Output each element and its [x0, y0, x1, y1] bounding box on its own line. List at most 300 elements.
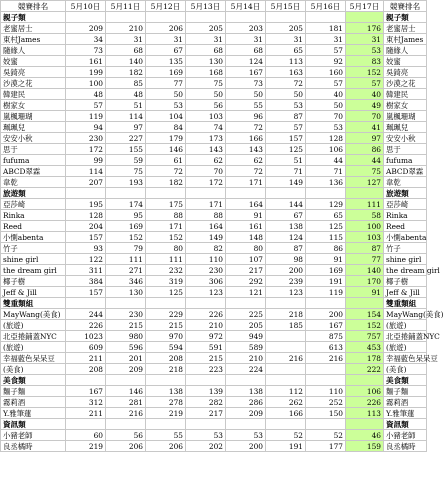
- rank-cell: 62: [226, 155, 266, 166]
- rank-cell: 51: [266, 155, 306, 166]
- rank-cell: 106: [306, 144, 346, 155]
- participant-name: 竹子: [1, 243, 66, 254]
- rank-cell: 210: [226, 353, 266, 364]
- rank-cell: 61: [146, 155, 186, 166]
- participant-name-right: 幸福藍色呆呆豆: [384, 353, 427, 364]
- rank-cell: 55: [226, 100, 266, 111]
- table-row: [1, 331, 427, 342]
- category-title-right: 資訊類: [384, 419, 427, 430]
- rank-cell: 206: [146, 23, 186, 34]
- rank-cell: 157: [66, 287, 106, 298]
- rank-cell: 166: [226, 133, 266, 144]
- header-row: [1, 1, 427, 12]
- participant-name-right: 珮珮兒: [384, 122, 427, 133]
- rank-cell: 211: [66, 408, 106, 419]
- header-left-title: 競賽排名: [1, 1, 66, 12]
- rank-cell: 216: [306, 353, 346, 364]
- latest-rank-cell: 453: [346, 342, 384, 353]
- rank-cell: 123: [266, 287, 306, 298]
- rank-cell: 210: [106, 23, 146, 34]
- empty-cell: [226, 188, 266, 199]
- rank-cell: 130: [106, 287, 146, 298]
- rank-cell: 60: [66, 430, 106, 441]
- rank-cell: 73: [66, 45, 106, 56]
- category-header-row: [1, 419, 427, 430]
- table-row: [1, 232, 427, 243]
- rank-cell: 1023: [66, 331, 106, 342]
- rank-cell: 167: [306, 320, 346, 331]
- rank-cell: 53: [226, 430, 266, 441]
- rank-cell: 88: [186, 210, 226, 221]
- category-title: 旅遊類: [1, 188, 66, 199]
- rank-cell: 128: [66, 210, 106, 221]
- participant-name: (旅遊): [1, 320, 66, 331]
- rank-cell: 80: [146, 243, 186, 254]
- participant-name: 霧莉酒: [1, 397, 66, 408]
- latest-rank-cell: 83: [346, 56, 384, 67]
- latest-rank-cell: 154: [346, 309, 384, 320]
- rank-cell: 169: [306, 265, 346, 276]
- participant-name-right: 吳錡亮: [384, 67, 427, 78]
- rank-cell: 230: [66, 133, 106, 144]
- empty-cell: [186, 188, 226, 199]
- rank-cell: 75: [186, 78, 226, 89]
- empty-cell: [346, 12, 384, 23]
- rank-cell: 95: [106, 210, 146, 221]
- rank-cell: 205: [266, 23, 306, 34]
- date-header: 5月10日: [66, 1, 106, 12]
- latest-rank-cell: 176: [346, 23, 384, 34]
- empty-cell: [106, 419, 146, 430]
- rank-cell: 262: [266, 397, 306, 408]
- rank-cell: 59: [106, 155, 146, 166]
- rank-cell: 68: [106, 45, 146, 56]
- participant-name-right: 老蜜居士: [384, 23, 427, 34]
- category-title: 美食類: [1, 375, 66, 386]
- rank-cell: 67: [266, 210, 306, 221]
- rank-cell: 53: [186, 430, 226, 441]
- table-row: [1, 89, 427, 100]
- table-row: [1, 221, 427, 232]
- rank-cell: 168: [186, 67, 226, 78]
- table-row: [1, 386, 427, 397]
- table-row: [1, 34, 427, 45]
- participant-name-right: 小豬老師: [384, 430, 427, 441]
- latest-rank-cell: 46: [346, 430, 384, 441]
- rank-cell: 215: [146, 320, 186, 331]
- rank-cell: 200: [266, 265, 306, 276]
- category-title-right: 美食類: [384, 375, 427, 386]
- rank-cell: 384: [66, 276, 106, 287]
- empty-cell: [306, 419, 346, 430]
- participant-name: 韓建民: [1, 89, 66, 100]
- participant-name: 良丞橘時: [1, 441, 66, 452]
- rank-cell: 53: [146, 100, 186, 111]
- participant-name: 沙漠之花: [1, 78, 66, 89]
- participant-name: Rinka: [1, 210, 66, 221]
- rank-cell: 173: [186, 133, 226, 144]
- rank-cell: 164: [226, 199, 266, 210]
- participant-name-right: 良丞橘時: [384, 441, 427, 452]
- participant-name-right: ABCD翠霖: [384, 166, 427, 177]
- rank-cell: 175: [146, 199, 186, 210]
- participant-name-right: Y.雅筆蓮: [384, 408, 427, 419]
- rank-cell: 97: [106, 122, 146, 133]
- rank-cell: 200: [306, 309, 346, 320]
- rank-cell: 219: [66, 441, 106, 452]
- rank-cell: 281: [106, 397, 146, 408]
- rank-cell: 123: [186, 287, 226, 298]
- empty-cell: [346, 298, 384, 309]
- rank-cell: 124: [226, 56, 266, 67]
- rank-cell: 191: [266, 441, 306, 452]
- rank-cell: 167: [66, 386, 106, 397]
- table-row: [1, 199, 427, 210]
- table-row: [1, 133, 427, 144]
- participant-name-right: Rinka: [384, 210, 427, 221]
- participant-name: 樹家女: [1, 100, 66, 111]
- empty-cell: [346, 419, 384, 430]
- latest-rank-cell: 178: [346, 353, 384, 364]
- rank-cell: 68: [186, 45, 226, 56]
- rank-cell: 143: [226, 144, 266, 155]
- rank-cell: 972: [186, 331, 226, 342]
- participant-name-right: 思于: [384, 144, 427, 155]
- rank-cell: 74: [186, 122, 226, 133]
- rank-cell: 589: [226, 342, 266, 353]
- table-row: [1, 45, 427, 56]
- rank-cell: 209: [66, 23, 106, 34]
- rank-cell: 167: [226, 67, 266, 78]
- rank-cell: 208: [146, 353, 186, 364]
- rank-cell: 50: [306, 100, 346, 111]
- rank-cell: 211: [66, 353, 106, 364]
- rank-cell: 271: [106, 265, 146, 276]
- empty-cell: [66, 298, 106, 309]
- latest-rank-cell: 57: [346, 78, 384, 89]
- table-row: [1, 23, 427, 34]
- rank-cell: 31: [306, 34, 346, 45]
- rank-cell: 199: [66, 67, 106, 78]
- rank-cell: 227: [106, 133, 146, 144]
- empty-cell: [106, 375, 146, 386]
- rank-cell: 31: [106, 34, 146, 45]
- rank-cell: 111: [146, 254, 186, 265]
- category-header-row: [1, 298, 427, 309]
- rank-cell: 73: [226, 78, 266, 89]
- table-row: [1, 100, 427, 111]
- latest-rank-cell: 31: [346, 34, 384, 45]
- rank-cell: 164: [186, 221, 226, 232]
- participant-name: Reed: [1, 221, 66, 232]
- participant-name: 老蜜居士: [1, 23, 66, 34]
- participant-name-right: (旅遊): [384, 342, 427, 353]
- latest-rank-cell: 58: [346, 210, 384, 221]
- empty-cell: [146, 188, 186, 199]
- rank-cell: 596: [106, 342, 146, 353]
- latest-rank-cell: 100: [346, 221, 384, 232]
- empty-cell: [226, 375, 266, 386]
- empty-cell: [266, 375, 306, 386]
- category-title-right: 雙重類組: [384, 298, 427, 309]
- participant-name-right: Reed: [384, 221, 427, 232]
- rank-cell: 217: [186, 408, 226, 419]
- rank-cell: 72: [226, 166, 266, 177]
- rank-cell: 171: [226, 177, 266, 188]
- rank-cell: 128: [306, 133, 346, 144]
- rank-cell: 182: [106, 67, 146, 78]
- rank-cell: 179: [146, 133, 186, 144]
- rank-cell: 94: [66, 122, 106, 133]
- header-right-title: 競賽排名: [384, 1, 427, 12]
- participant-name-right: 安安小秋: [384, 133, 427, 144]
- date-header: 5月17日: [346, 1, 384, 12]
- rank-cell: 138: [266, 221, 306, 232]
- category-header-row: [1, 375, 427, 386]
- category-header-row: [1, 12, 427, 23]
- latest-rank-cell: 44: [346, 155, 384, 166]
- participant-name: 椰子樹: [1, 276, 66, 287]
- rank-cell: 191: [306, 276, 346, 287]
- rank-cell: 209: [106, 364, 146, 375]
- rank-cell: 119: [66, 111, 106, 122]
- rank-cell: 155: [106, 144, 146, 155]
- rank-cell: 79: [106, 243, 146, 254]
- table-row: [1, 287, 427, 298]
- category-title: 資訊類: [1, 419, 66, 430]
- empty-cell: [266, 298, 306, 309]
- rank-cell: 52: [266, 430, 306, 441]
- rank-cell: 218: [146, 364, 186, 375]
- rank-cell: 346: [106, 276, 146, 287]
- latest-rank-cell: 140: [346, 265, 384, 276]
- rank-cell: 34: [66, 34, 106, 45]
- rank-cell: 195: [66, 199, 106, 210]
- rank-cell: 218: [266, 309, 306, 320]
- rank-cell: 56: [106, 430, 146, 441]
- table-row: [1, 397, 427, 408]
- date-header: 5月16日: [306, 1, 346, 12]
- rank-cell: 125: [266, 144, 306, 155]
- empty-cell: [186, 12, 226, 23]
- rank-cell: 594: [146, 342, 186, 353]
- rank-cell: 31: [146, 34, 186, 45]
- participant-name: 幸福藍色呆呆豆: [1, 353, 66, 364]
- rank-cell: 219: [146, 408, 186, 419]
- rank-cell: 148: [226, 232, 266, 243]
- participant-name: 吳錡亮: [1, 67, 66, 78]
- rank-cell: 62: [186, 155, 226, 166]
- rank-cell: 223: [186, 364, 226, 375]
- table-row: [1, 353, 427, 364]
- rank-cell: 161: [66, 56, 106, 67]
- rank-cell: 232: [146, 265, 186, 276]
- rank-cell: 146: [106, 386, 146, 397]
- table-row: [1, 144, 427, 155]
- empty-cell: [306, 12, 346, 23]
- rank-cell: 88: [146, 210, 186, 221]
- rank-cell: 163: [266, 67, 306, 78]
- rank-cell: 114: [106, 111, 146, 122]
- participant-name: 思于: [1, 144, 66, 155]
- participant-name-right: 韋乾: [384, 177, 427, 188]
- rank-cell: 110: [306, 386, 346, 397]
- rank-cell: 56: [186, 100, 226, 111]
- rank-cell: 149: [186, 232, 226, 243]
- rank-cell: 306: [186, 276, 226, 287]
- empty-cell: [146, 375, 186, 386]
- participant-name-right: 亞莎崎: [384, 199, 427, 210]
- latest-rank-cell: 70: [346, 111, 384, 122]
- participant-name-right: 北亞捲鋪蓋NYC: [384, 331, 427, 342]
- rank-cell: 169: [106, 221, 146, 232]
- rank-cell: 150: [306, 408, 346, 419]
- participant-name-right: 東村James: [384, 34, 427, 45]
- rank-cell: 100: [66, 78, 106, 89]
- latest-rank-cell: 170: [346, 276, 384, 287]
- rank-cell: 609: [66, 342, 106, 353]
- table-row: [1, 265, 427, 276]
- rank-cell: 591: [186, 342, 226, 353]
- rank-cell: 53: [306, 122, 346, 133]
- rank-cell: [306, 364, 346, 375]
- empty-cell: [66, 12, 106, 23]
- rank-cell: 970: [146, 331, 186, 342]
- rank-cell: 122: [66, 254, 106, 265]
- participant-name-right: Jeff & Jill: [384, 287, 427, 298]
- rank-cell: 50: [146, 89, 186, 100]
- rank-cell: 166: [266, 408, 306, 419]
- category-title-right: 親子類: [384, 12, 427, 23]
- rank-cell: 52: [306, 430, 346, 441]
- participant-name: 安安小秋: [1, 133, 66, 144]
- rank-cell: 177: [306, 441, 346, 452]
- participant-name-right: 隨緣人: [384, 45, 427, 56]
- participant-name-right: 嵐楓珊瑚: [384, 111, 427, 122]
- rank-cell: 57: [306, 45, 346, 56]
- table-row: [1, 56, 427, 67]
- rank-cell: 55: [146, 430, 186, 441]
- rank-cell: 278: [146, 397, 186, 408]
- date-header: 5月12日: [146, 1, 186, 12]
- empty-cell: [266, 419, 306, 430]
- rank-cell: 92: [306, 56, 346, 67]
- empty-cell: [226, 298, 266, 309]
- rank-cell: 50: [266, 89, 306, 100]
- rank-cell: 125: [146, 287, 186, 298]
- rank-cell: 229: [146, 309, 186, 320]
- latest-rank-cell: 86: [346, 144, 384, 155]
- rank-cell: 57: [66, 100, 106, 111]
- participant-name: fufuma: [1, 155, 66, 166]
- empty-cell: [226, 12, 266, 23]
- empty-cell: [66, 375, 106, 386]
- empty-cell: [346, 375, 384, 386]
- rank-cell: 98: [266, 254, 306, 265]
- rank-cell: [266, 342, 306, 353]
- rank-cell: 216: [266, 353, 306, 364]
- rank-cell: 174: [106, 199, 146, 210]
- participant-name: 珮珮兒: [1, 122, 66, 133]
- latest-rank-cell: 222: [346, 364, 384, 375]
- rank-cell: 205: [186, 23, 226, 34]
- participant-name: 小惻abenta: [1, 232, 66, 243]
- rank-cell: 48: [106, 89, 146, 100]
- rank-cell: 65: [306, 210, 346, 221]
- rank-cell: 40: [306, 89, 346, 100]
- rank-cell: 152: [106, 232, 146, 243]
- rank-cell: 114: [66, 166, 106, 177]
- rank-cell: 182: [146, 177, 186, 188]
- participant-name: 北亞捲鋪蓋NYC: [1, 331, 66, 342]
- rank-cell: 68: [226, 45, 266, 56]
- participant-name: 東村James: [1, 34, 66, 45]
- participant-name: 姣蜜: [1, 56, 66, 67]
- rank-cell: 140: [106, 56, 146, 67]
- latest-rank-cell: 159: [346, 441, 384, 452]
- rank-cell: 286: [226, 397, 266, 408]
- participant-name: MayWang(美食): [1, 309, 66, 320]
- rank-cell: 121: [226, 287, 266, 298]
- participant-name-right: 麵子麵: [384, 386, 427, 397]
- rank-cell: 72: [226, 122, 266, 133]
- participant-name-right: fufuma: [384, 155, 427, 166]
- rank-cell: 292: [226, 276, 266, 287]
- rank-cell: 202: [186, 441, 226, 452]
- rank-cell: 210: [186, 320, 226, 331]
- participant-name: (美食): [1, 364, 66, 375]
- rank-cell: 125: [306, 221, 346, 232]
- rank-cell: 86: [306, 243, 346, 254]
- empty-cell: [266, 188, 306, 199]
- rank-cell: 44: [306, 155, 346, 166]
- participant-name-right: MayWang(美食): [384, 309, 427, 320]
- rank-cell: 91: [226, 210, 266, 221]
- rank-cell: 139: [186, 386, 226, 397]
- latest-rank-cell: 75: [346, 166, 384, 177]
- rank-cell: 99: [66, 155, 106, 166]
- rank-cell: 205: [226, 320, 266, 331]
- rank-cell: 84: [146, 122, 186, 133]
- latest-rank-cell: 113: [346, 408, 384, 419]
- rank-cell: 31: [266, 34, 306, 45]
- rank-cell: 157: [66, 232, 106, 243]
- rank-cell: 130: [186, 56, 226, 67]
- latest-rank-cell: 41: [346, 122, 384, 133]
- table-row: [1, 243, 427, 254]
- rank-cell: 252: [306, 397, 346, 408]
- participant-name-right: 小惻abenta: [384, 232, 427, 243]
- rank-cell: 113: [266, 56, 306, 67]
- rank-cell: 200: [226, 441, 266, 452]
- table-row: [1, 342, 427, 353]
- participant-name: (旅遊): [1, 342, 66, 353]
- latest-rank-cell: 106: [346, 386, 384, 397]
- rank-cell: 239: [266, 276, 306, 287]
- rank-cell: 72: [266, 78, 306, 89]
- category-title-right: 旅遊類: [384, 188, 427, 199]
- participant-name: 亞莎崎: [1, 199, 66, 210]
- latest-rank-cell: 53: [346, 45, 384, 56]
- latest-rank-cell: 91: [346, 287, 384, 298]
- rank-cell: 87: [266, 243, 306, 254]
- rank-cell: 146: [146, 144, 186, 155]
- date-header: 5月14日: [226, 1, 266, 12]
- rank-cell: 201: [106, 353, 146, 364]
- participant-name-right: (美食): [384, 364, 427, 375]
- rank-cell: 71: [306, 166, 346, 177]
- participant-name: Jeff & Jill: [1, 287, 66, 298]
